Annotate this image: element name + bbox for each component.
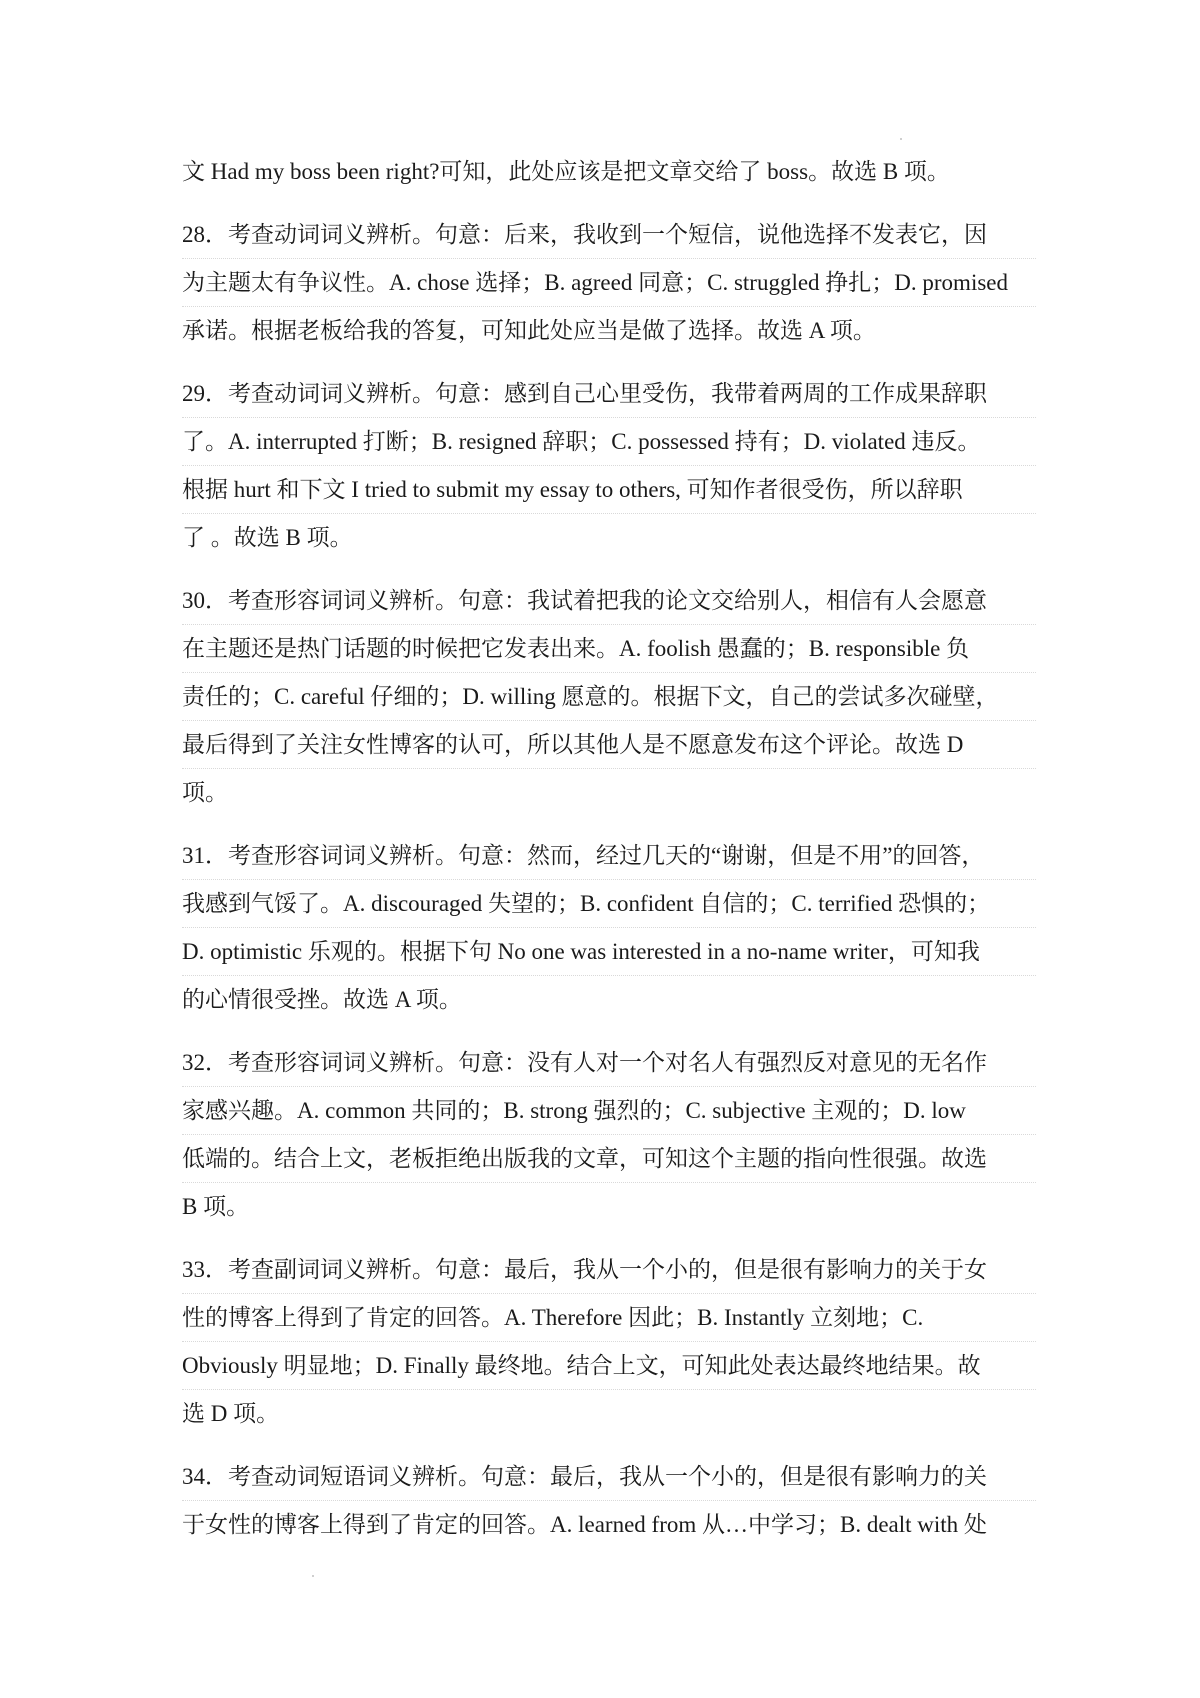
text-line: 33．考查副词词义辨析。句意：最后，我从一个小的，但是很有影响力的关于女 [182,1246,1036,1294]
text-line: 30．考查形容词词义辨析。句意：我试着把我的论文交给别人，相信有人会愿意 [182,577,1036,625]
scan-speck [312,1575,314,1577]
text-line: 低端的。结合上文，老板拒绝出版我的文章，可知这个主题的指向性很强。故选 [182,1135,1036,1183]
text-line: B 项。 [182,1194,250,1219]
text-line: 承诺。根据老板给我的答复，可知此处应当是做了选择。故选 A 项。 [182,318,876,343]
text-line: 文 Had my boss been right?可知，此处应该是把文章交给了 boss。故选 B 项。 [182,159,950,184]
text-line: 于女性的博客上得到了肯定的回答。A. learned from 从…中学习；B. dealt with 处 [182,1512,987,1537]
text-line: 我感到气馁了。A. discouraged 失望的；B. confident 自信的；C. terrified 恐惧的； [182,880,1036,928]
text-line: 项。 [182,780,228,805]
text-line: 责任的；C. careful 仔细的；D. willing 愿意的。根据下文，自己的尝试多次碰壁， [182,673,1036,721]
text-line: 31．考查形容词词义辨析。句意：然而，经过几天的“谢谢，但是不用”的回答， [182,832,1036,880]
text-line: 根据 hurt 和下文 I tried to submit my essay to others, 可知作者很受伤，所以辞职 [182,466,1036,514]
answer-explanations [182,148,1036,1564]
answer-paragraph [182,832,1036,1024]
text-line: 最后得到了关注女性博客的认可，所以其他人是不愿意发布这个评论。故选 D [182,721,1036,769]
text-line: 29．考查动词词义辨析。句意：感到自己心里受伤，我带着两周的工作成果辞职 [182,370,1036,418]
text-line: D. optimistic 乐观的。根据下句 No one was interested in a no-name writer，可知我 [182,928,1036,976]
answer-paragraph [182,370,1036,562]
text-line: 家感兴趣。A. common 共同的；B. strong 强烈的；C. subjective 主观的；D. low [182,1087,1036,1135]
text-line: 了 。故选 B 项。 [182,525,353,550]
scan-speck [900,138,902,140]
text-line: 了。A. interrupted 打断；B. resigned 辞职；C. possessed 持有；D. violated 违反。 [182,418,1036,466]
text-line: 32．考查形容词词义辨析。句意：没有人对一个对名人有强烈反对意见的无名作 [182,1039,1036,1087]
paragraph-continuation [182,148,1036,196]
answer-paragraph [182,211,1036,355]
text-line: 性的博客上得到了肯定的回答。A. Therefore 因此；B. Instantly 立刻地；C. [182,1294,1036,1342]
text-line: 为主题太有争议性。A. chose 选择；B. agreed 同意；C. struggled 挣扎；D. promised [182,259,1036,307]
answer-paragraph [182,1453,1036,1549]
text-line: 的心情很受挫。故选 A 项。 [182,987,462,1012]
text-line: 28．考查动词词义辨析。句意：后来，我收到一个短信，说他选择不发表它，因 [182,211,1036,259]
text-line: 34．考查动词短语词义辨析。句意：最后，我从一个小的，但是很有影响力的关 [182,1453,1036,1501]
text-line: 在主题还是热门话题的时候把它发表出来。A. foolish 愚蠢的；B. responsible 负 [182,625,1036,673]
answer-paragraph [182,1246,1036,1438]
text-line: Obviously 明显地；D. Finally 最终地。结合上文，可知此处表达最终地结果。故 [182,1342,1036,1390]
text-line: 选 D 项。 [182,1401,280,1426]
answer-paragraph [182,1039,1036,1231]
answer-paragraph [182,577,1036,817]
